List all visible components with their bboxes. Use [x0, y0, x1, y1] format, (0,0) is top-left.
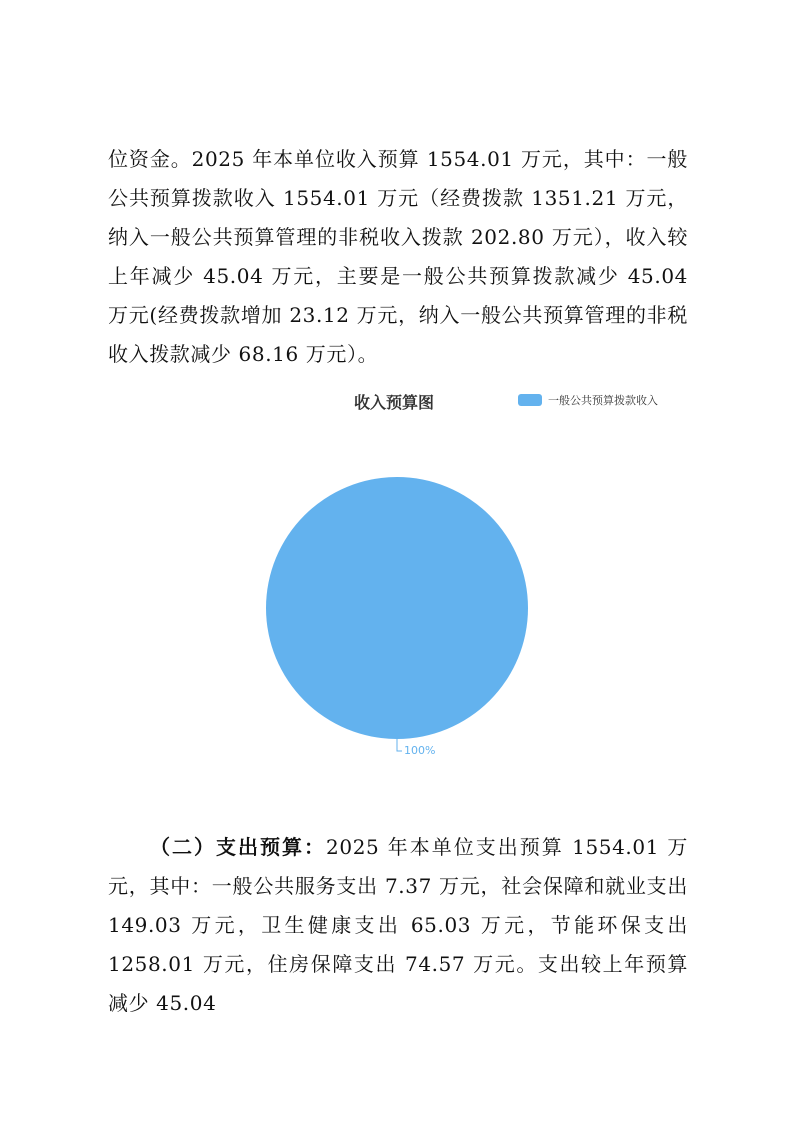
expense-budget-heading: （二）支出预算： — [150, 835, 327, 859]
slice-percent-label: 100% — [404, 744, 436, 757]
pie-chart-svg — [0, 380, 793, 780]
expense-budget-text: 2025 年本单位支出预算 1554.01 万元，其中：一般公共服务支出 7.37 万元，社会保障和就业支出 149.03 万元，卫生健康支出 65.03 万元，节能环保支出 1258.01 万元，住房保障支出 74.57 万元。支出较上年预算减少 45.04 — [108, 835, 688, 1015]
expense-budget-paragraph — [108, 828, 688, 1023]
slice-leader-line — [397, 739, 402, 751]
income-budget-text: 位资金。2025 年本单位收入预算 1554.01 万元，其中：一般公共预算拨款收入 1554.01 万元（经费拨款 1351.21 万元，纳入一般公共预算管理的非税收入拨款 202.80 万元），收入较上年减少 45.04 万元，主要是一般公共预算拨款减少 45.04 万元(经费拨款增加 23.12 万元，纳入一般公共预算管理的非税收入拨款减少 68.16 万元）。 — [108, 147, 688, 366]
chart-title: 收入预算图 — [354, 393, 435, 412]
income-budget-chart — [0, 380, 793, 780]
income-budget-paragraph — [108, 140, 688, 374]
pie-slice[interactable] — [266, 477, 528, 739]
legend-swatch — [518, 394, 542, 406]
legend-label: 一般公共预算拨款收入 — [548, 394, 658, 407]
chart-legend[interactable] — [518, 392, 658, 408]
